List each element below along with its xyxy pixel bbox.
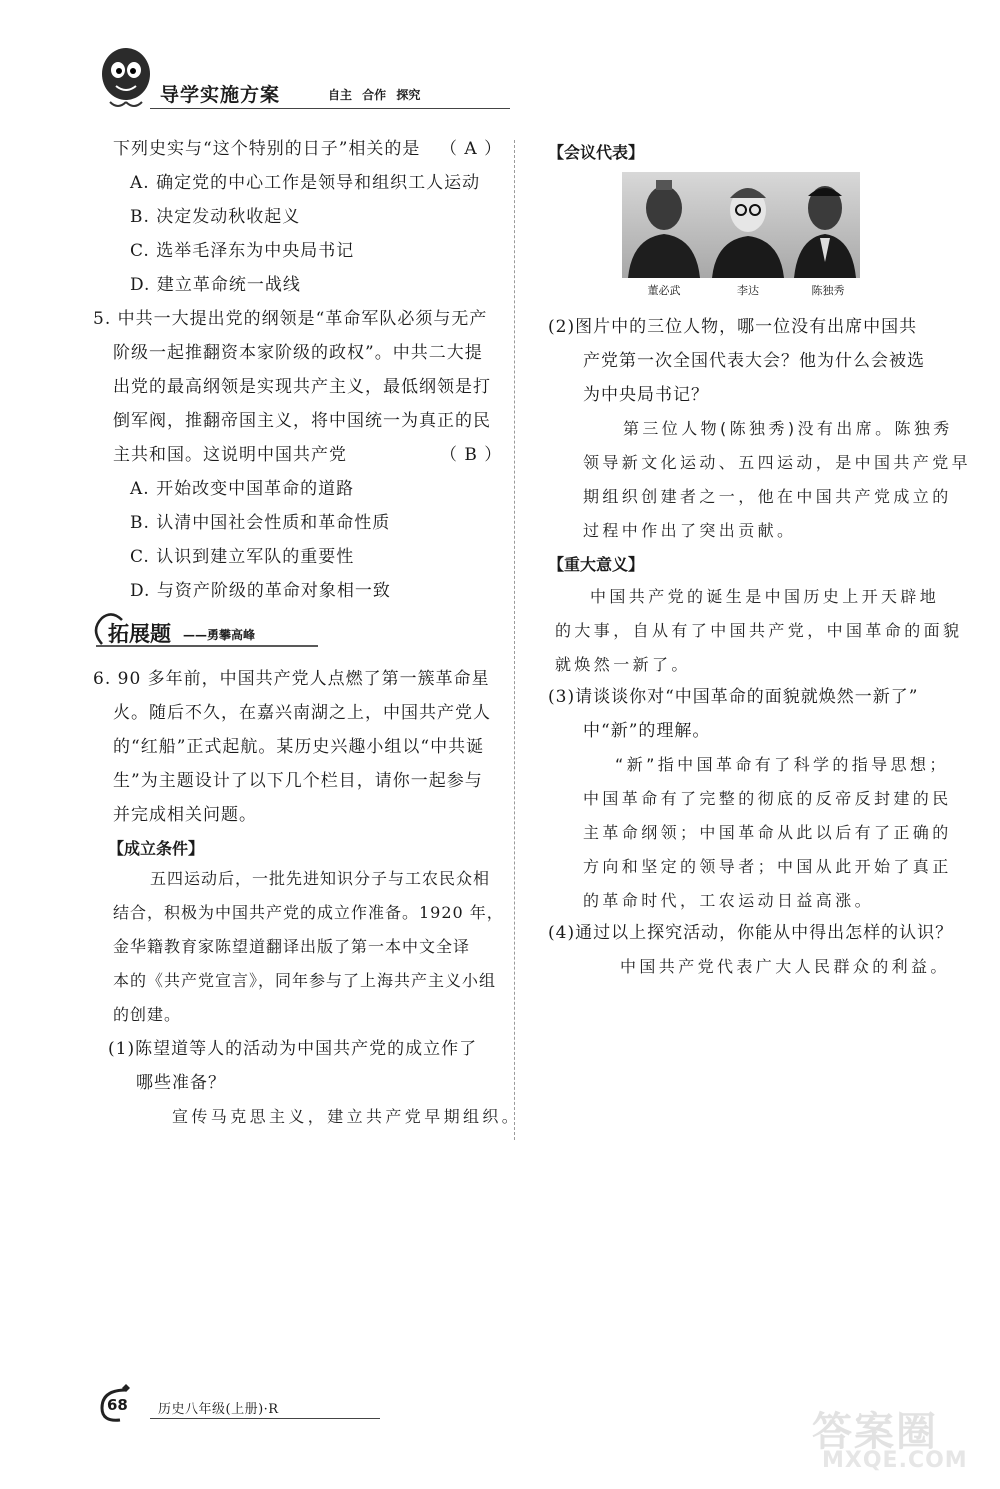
caption-dong-biwu: 董必武 (647, 284, 681, 297)
sub2-answer: 第三位人物(陈独秀)没有出席。陈独秀 (623, 419, 953, 438)
q5-line: 5. 中共一大提出党的纲领是“革命军队必须与无产 (93, 309, 488, 329)
header-rule (150, 108, 510, 109)
sub2-answer: 领导新文化运动、五四运动，是中国共产党早 (583, 453, 972, 472)
q4-option-d: D. 建立革命统一战线 (130, 275, 301, 295)
sub1-line: 哪些准备？ (136, 1073, 226, 1093)
person-icon (706, 172, 790, 278)
sub2-line: 产党第一次全国代表大会？他为什么会被选 (583, 351, 925, 371)
sub3-line: (3)请谈谈你对“中国革命的面貌就焕然一新了” (548, 687, 919, 707)
portrait-dong-biwu (622, 172, 706, 278)
sub2-answer: 过程中作出了突出贡献。 (583, 521, 797, 540)
book-title: 历史八年级(上册)·R (158, 1402, 279, 1417)
q5-option-d: D. 与资产阶级的革命对象相一致 (130, 581, 391, 601)
mascot-logo (96, 44, 156, 114)
sub3-answer: 中国革命有了完整的彻底的反帝反封建的民 (583, 789, 952, 808)
section-delegates: 【会议代表】 (548, 143, 645, 162)
q4-option-b: B. 决定发动秋收起义 (130, 207, 301, 227)
q4-answer: （ A ） (440, 139, 503, 159)
watermark-url: MXQE.COM (822, 1448, 968, 1473)
significance-line: 的大事，自从有了中国共产党，中国革命的面貌 (555, 621, 963, 640)
q4-option-a: A. 确定党的中心工作是领导和组织工人运动 (130, 173, 481, 193)
portrait-chen-duxiu (790, 172, 860, 278)
person-icon (790, 172, 860, 278)
q6-line: 6. 90 多年前，中国共产党人点燃了第一簇革命星 (93, 669, 490, 689)
page-number: 68 (107, 1396, 128, 1414)
found-line: 本的《共产党宣言》，同年参与了上海共产主义小组 (113, 971, 497, 990)
found-line: 的创建。 (113, 1005, 182, 1024)
q6-line: 的“红船”正式起航。某历史兴趣小组以“中共诞 (113, 737, 485, 757)
section-founding-conditions: 【成立条件】 (108, 839, 205, 858)
sub4-answer: 中国共产党代表广大人民群众的利益。 (620, 957, 950, 976)
q5-option-b: B. 认清中国社会性质和革命性质 (130, 513, 391, 533)
sub1-answer: 宣传马克思主义，建立共产党早期组织。 (172, 1107, 522, 1126)
person-icon (622, 172, 706, 278)
sub1-line: (1)陈望道等人的活动为中国共产党的成立作了 (108, 1039, 478, 1059)
q4-option-c: C. 选举毛泽东为中央局书记 (130, 241, 355, 261)
found-line: 金华籍教育家陈望道翻译出版了第一本中文全译 (113, 937, 471, 956)
found-line: 结合，积极为中国共产党的成立作准备。1920 年， (113, 903, 504, 922)
portrait-li-da (706, 172, 790, 278)
found-line: 五四运动后，一批先进知识分子与工农民众相 (150, 869, 491, 888)
q5-line: 主共和国。这说明中国共产党 (113, 445, 347, 465)
header-tags: 自主 合作 探究 (328, 88, 421, 102)
column-divider (514, 140, 515, 1140)
expand-title: 拓展题 (108, 622, 171, 646)
sub3-answer: “新”指中国革命有了科学的指导思想； (615, 755, 949, 774)
sub3-line: 中“新”的理解。 (583, 721, 711, 741)
q5-option-a: A. 开始改变中国革命的道路 (130, 479, 355, 499)
q5-line: 出党的最高纲领是实现共产主义，最低纲领是打 (113, 377, 491, 397)
sub4-line: (4)通过以上探究活动，你能从中得出怎样的认识？ (548, 923, 954, 943)
q5-answer: （ B ） (440, 445, 503, 465)
sub2-line: 为中央局书记？ (583, 385, 709, 405)
expand-subtitle: ——勇攀高峰 (183, 628, 256, 642)
q4-stem: 下列史实与“这个特别的日子”相关的是 (113, 139, 421, 159)
q6-line: 生”为主题设计了以下几个栏目，请你一起参与 (113, 771, 483, 791)
significance-line: 就焕然一新了。 (555, 655, 691, 674)
section-significance: 【重大意义】 (548, 555, 645, 574)
q5-option-c: C. 认识到建立军队的重要性 (130, 547, 355, 567)
sub2-line: (2)图片中的三位人物，哪一位没有出席中国共 (548, 317, 918, 337)
caption-chen-duxiu: 陈独秀 (811, 284, 845, 297)
q6-line: 并完成相关问题。 (113, 805, 257, 825)
q5-line: 阶级一起推翻资本家阶级的政权”。中共二大提 (113, 343, 483, 363)
significance-line: 中国共产党的诞生是中国历史上开天辟地 (590, 587, 940, 606)
caption-li-da: 李达 (737, 284, 759, 297)
sub2-answer: 期组织创建者之一，他在中国共产党成立的 (583, 487, 952, 506)
sub3-answer: 主革命纲领；中国革命从此以后有了正确的 (583, 823, 952, 842)
sub3-answer: 的革命时代，工农运动日益高涨。 (583, 891, 875, 910)
watermark-logo: 答案圈 (812, 1409, 938, 1455)
footer-rule (150, 1418, 380, 1419)
sub3-answer: 方向和坚定的领导者；中国从此开始了真正 (583, 857, 952, 876)
header-title: 导学实施方案 (160, 84, 281, 106)
q6-line: 火。随后不久，在嘉兴南湖之上，中国共产党人 (113, 703, 491, 723)
expand-section-banner (88, 612, 418, 650)
q5-line: 倒军阀，推翻帝国主义，将中国统一为真正的民 (113, 411, 491, 431)
